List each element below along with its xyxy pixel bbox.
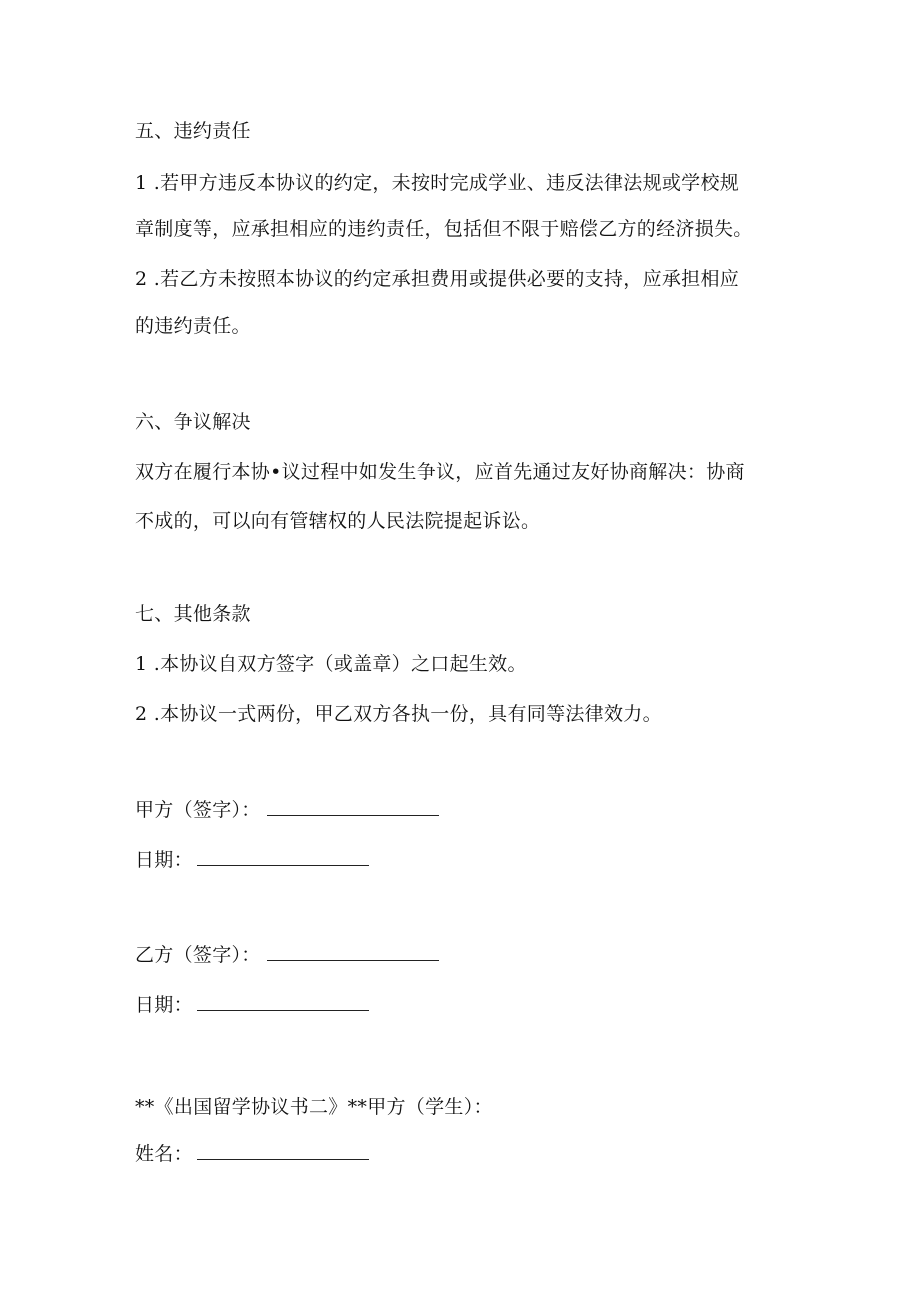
- section-heading-dispute: 六、争议解决: [135, 411, 251, 433]
- party-a-signature-label: 甲方（签字）：: [135, 799, 261, 821]
- dispute-paragraph-line-2: 不成的，可以向有管辖权的人民法院提起诉讼。: [135, 510, 541, 532]
- breach-item-2-line-1: 2 .若乙方未按照本协议的约定承担费用或提供必要的支持，应承担相应: [135, 268, 740, 290]
- party-a-date-row: [135, 845, 369, 874]
- party-a-date-field[interactable]: [197, 845, 369, 866]
- student-name-field[interactable]: [197, 1139, 369, 1160]
- breach-item-1-line-1: 1 .若甲方违反本协议的约定，未按时完成学业、违反法律法规或学校规: [135, 172, 740, 194]
- other-item-2: 2 .本协议一式两份，甲乙双方各执一份，具有同等法律效力。: [135, 703, 662, 725]
- party-a-date-label: 日期：: [135, 849, 193, 871]
- dispute-paragraph-line-1: 双方在履行本协•议过程中如发生争议，应首先通过友好协商解决：协商: [135, 461, 745, 483]
- party-b-date-row: [135, 990, 369, 1019]
- party-b-signature-field[interactable]: [267, 940, 439, 961]
- party-b-date-label: 日期：: [135, 994, 193, 1016]
- party-a-signature-field[interactable]: [267, 795, 439, 816]
- party-a-signature-row: [135, 795, 439, 824]
- next-document-title: **《出国留学协议书二》**甲方（学生）：: [135, 1096, 493, 1118]
- section-heading-breach: 五、违约责任: [135, 120, 251, 142]
- student-name-row: [135, 1139, 369, 1168]
- section-heading-other: 七、其他条款: [135, 603, 251, 625]
- other-item-1: 1 .本协议自双方签字（或盖章）之口起生效。: [135, 653, 527, 675]
- party-b-signature-row: [135, 940, 439, 969]
- party-b-signature-label: 乙方（签字）：: [135, 944, 261, 966]
- party-b-date-field[interactable]: [197, 990, 369, 1011]
- breach-item-2-line-2: 的违约责任。: [135, 315, 251, 337]
- student-name-label: 姓名：: [135, 1143, 193, 1165]
- breach-item-1-line-2: 章制度等，应承担相应的违约责任，包括但不限于赔偿乙方的经济损失。: [135, 218, 753, 240]
